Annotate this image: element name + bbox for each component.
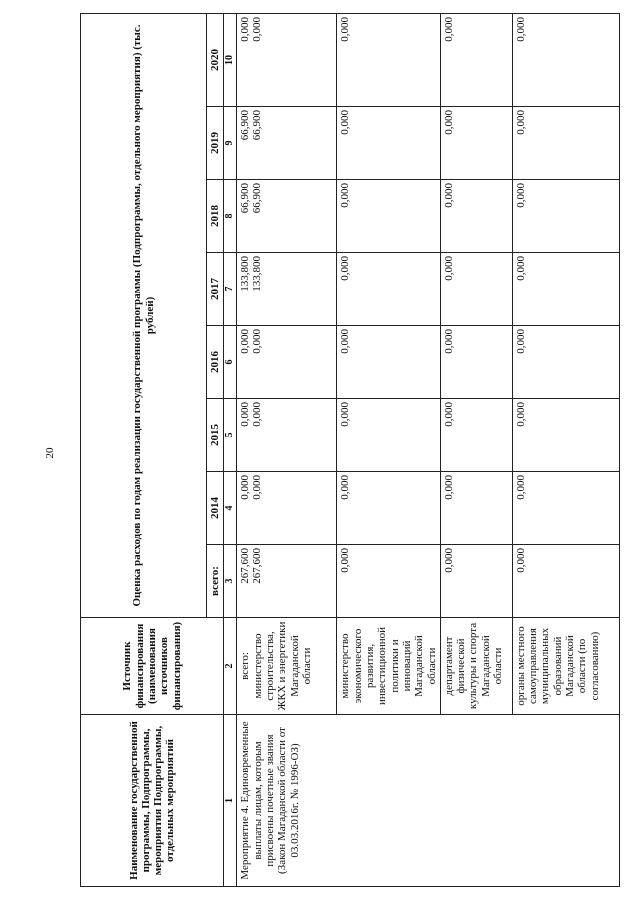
value-total: 0,000	[337, 545, 441, 618]
value-2019: 0,000	[512, 107, 619, 180]
funding-source-total: всего:	[239, 652, 252, 680]
value-2016: 0,000	[440, 326, 512, 399]
column-number-row	[224, 13, 237, 886]
value-2015: 0,000	[512, 399, 619, 472]
value-2020: 0,000 0,000	[237, 13, 337, 106]
col-number: 6	[224, 326, 237, 399]
header-year-2016: 2016	[207, 326, 224, 399]
value-2014: 0,000 0,000	[237, 472, 337, 545]
col-number: 5	[224, 399, 237, 472]
header-activity-name: Наименование государственной программы, Подпрограммы, мероприятия Подпрограммы, отдельных мероприятий	[81, 715, 224, 887]
funding-source: министерство экономического развития, инвестиционной политики и инноваций Магаданской области	[337, 618, 441, 715]
col-number: 9	[224, 107, 237, 180]
header-year-2014: 2014	[207, 472, 224, 545]
value-2019: 0,000	[440, 107, 512, 180]
funding-source: органы местного самоуправления муниципальных образований Магаданской области (по согласованию)	[512, 618, 619, 715]
col-number: 2	[224, 618, 237, 715]
table-row	[237, 13, 337, 886]
activity-name: Мероприятие 4. Единовременные выплаты лицам, которым присвоены почетные звания (Закон Магаданской области от 03.03.2016г. № 1996-ОЗ)	[237, 715, 620, 887]
page-number: 20	[44, 447, 56, 459]
header-funding-source: Источник финансирования (наименования источников финансирования)	[81, 618, 224, 715]
value-total: 0,000	[440, 545, 512, 618]
header-year-2019: 2019	[207, 107, 224, 180]
value-2017: 0,000	[337, 253, 441, 326]
value-2016: 0,000	[337, 326, 441, 399]
col-number: 4	[224, 472, 237, 545]
header-estimate: Оценка расходов по годам реализации государственной программы (Подпрограммы, отдельного мероприятия) (тыс. рублей)	[81, 13, 207, 617]
value-2016: 0,000 0,000	[237, 326, 337, 399]
value-2014: 0,000	[440, 472, 512, 545]
col-number: 8	[224, 180, 237, 253]
value-2015: 0,000 0,000	[237, 399, 337, 472]
expense-table	[80, 13, 620, 887]
value-total: 0,000	[512, 545, 619, 618]
header-year-2018: 2018	[207, 180, 224, 253]
value-2020: 0,000	[337, 13, 441, 106]
value-2018: 0,000	[440, 180, 512, 253]
value-2017: 0,000	[440, 253, 512, 326]
rotated-table-container	[80, 14, 620, 887]
value-2014: 0,000	[337, 472, 441, 545]
header-year-2020: 2020	[207, 13, 224, 106]
value-2020: 0,000	[440, 13, 512, 106]
funding-source: департамент физической культуры и спорта Магаданской области	[440, 618, 512, 715]
value-2018: 66,900 66,900	[237, 180, 337, 253]
col-number: 10	[224, 13, 237, 106]
value-2014: 0,000	[512, 472, 619, 545]
col-number: 3	[224, 545, 237, 618]
value-2018: 0,000	[337, 180, 441, 253]
header-year-2015: 2015	[207, 399, 224, 472]
value-2020: 0,000	[512, 13, 619, 106]
header-total: всего:	[207, 545, 224, 618]
value-2019: 66,900 66,900	[237, 107, 337, 180]
value-2017: 133,800 133,800	[237, 253, 337, 326]
header-year-2017: 2017	[207, 253, 224, 326]
value-2018: 0,000	[512, 180, 619, 253]
value-2016: 0,000	[512, 326, 619, 399]
value-2015: 0,000	[440, 399, 512, 472]
col-number: 1	[224, 715, 237, 887]
col-number: 7	[224, 253, 237, 326]
value-total: 267,600 267,600	[237, 545, 337, 618]
funding-source	[237, 618, 337, 715]
value-2019: 0,000	[337, 107, 441, 180]
value-2017: 0,000	[512, 253, 619, 326]
funding-source-ministry-construction: министерство строительства, ЖКХ и энергетики Магаданской области	[251, 621, 313, 711]
value-2015: 0,000	[337, 399, 441, 472]
